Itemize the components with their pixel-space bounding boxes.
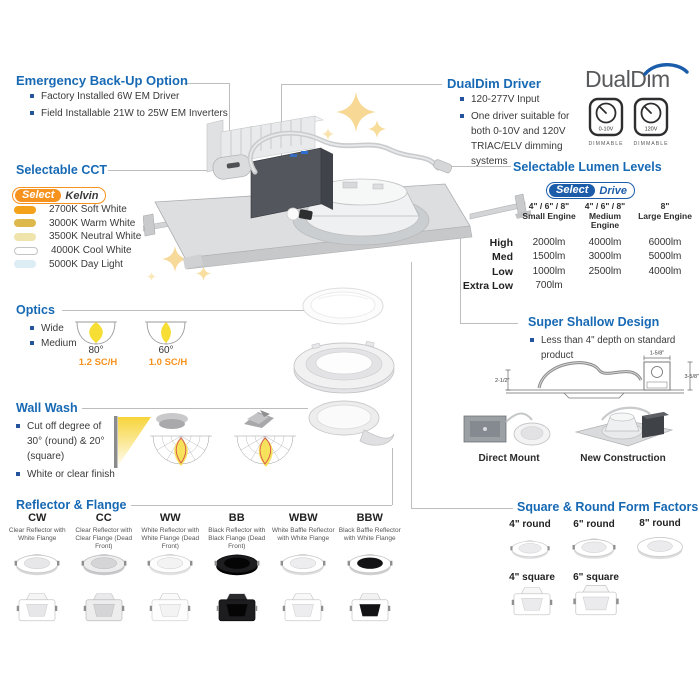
bullet-icon	[530, 338, 534, 342]
round-trim-illustration	[571, 533, 617, 563]
round-trim-illustration	[80, 548, 128, 580]
bullet-icon	[460, 114, 464, 118]
list-item: White or clear finish	[16, 467, 136, 482]
reflector-variant-bb: BB Black Reflector with Black Flange (Dead Front)	[204, 512, 271, 630]
lumen-row-label: Extra Low	[462, 280, 513, 292]
form-factor-label: 4" square	[509, 572, 555, 583]
lumen-value: 5000lm	[648, 251, 682, 262]
round-trim-illustration	[509, 535, 551, 563]
wallwash-title: Wall Wash	[16, 401, 78, 415]
connector-line	[184, 83, 229, 84]
direct-mount-label: Direct Mount	[478, 453, 540, 464]
lumen-value: 6000lm	[648, 236, 682, 248]
lumen-col-header: 8" Large Engine	[638, 201, 692, 221]
svg-text:0-10V: 0-10V	[598, 126, 614, 133]
round-trim-illustration	[279, 548, 327, 580]
dualdim-title: DualDim Driver	[447, 76, 541, 91]
wallwash-beam-icon	[112, 414, 152, 470]
tech-drawing	[494, 350, 700, 404]
svg-text:DIMMABLE: DIMMABLE	[588, 141, 624, 147]
polar-plot-round	[148, 430, 214, 476]
new-construction-illustration	[572, 404, 676, 452]
cct-title: Selectable CCT	[16, 163, 108, 177]
lumen-value: 1500lm	[532, 251, 566, 262]
connector-line	[392, 448, 393, 505]
reflector-variant-ww: WW White Reflector with White Flange (Dead Front)	[137, 512, 204, 630]
dualdim-logo-text: DualDim	[585, 66, 670, 92]
cct-options	[14, 203, 141, 271]
list-item: Cut off degree of	[16, 419, 136, 434]
beam-80-icon	[74, 316, 118, 346]
round-trim-illustration	[635, 531, 685, 563]
shallow-bullet: Less than 4" depth on standard product	[530, 333, 700, 363]
beam-sch-label: 1.2 SC/H	[78, 357, 118, 368]
wallwash-round-optic-sketch	[152, 412, 192, 432]
cct-option: 3000K Warm White	[14, 217, 141, 231]
form-factor-label: 6" square	[573, 572, 619, 583]
square-trim-illustration	[149, 591, 191, 625]
reflector-variants	[4, 512, 403, 630]
emergency-title: Emergency Back-Up Option	[16, 73, 188, 88]
lumen-value: 1000lm	[532, 265, 566, 277]
cct-swatch-5000k	[14, 260, 36, 268]
lumen-value: 2000lm	[532, 236, 566, 248]
wallwash-scoop-illustration	[304, 396, 398, 450]
lumen-title: Selectable Lumen Levels	[513, 160, 662, 174]
beam-angle-label: 60°	[158, 345, 174, 356]
dualdim-bullets	[460, 92, 582, 169]
shallow-title: Super Shallow Design	[528, 315, 660, 329]
svg-text:1-5/8": 1-5/8"	[649, 350, 665, 357]
square-trim-illustration	[83, 591, 125, 625]
lumen-value	[634, 279, 696, 294]
emergency-bullets	[30, 89, 250, 121]
bullet-icon	[16, 472, 20, 476]
cct-option: 4000K Cool White	[14, 244, 141, 258]
connector-line	[281, 84, 442, 85]
polar-plot-square	[232, 430, 298, 476]
list-item: Wide	[30, 321, 77, 336]
lumen-value: 2500lm	[588, 265, 622, 277]
svg-text:3-5/8": 3-5/8"	[684, 374, 699, 380]
lumen-row-label: High	[489, 236, 513, 249]
bullet-icon	[30, 341, 34, 345]
lumen-table	[460, 202, 696, 294]
dualdim-swoosh-icon	[643, 62, 689, 78]
optics-bullets	[30, 321, 77, 351]
connector-line	[411, 262, 412, 508]
form-factor-label: 8" round	[639, 518, 681, 529]
square-trim-illustration	[572, 584, 620, 618]
optics-title: Optics	[16, 303, 55, 317]
round-trim-illustration	[346, 548, 394, 580]
cct-option: 3500K Neutral White	[14, 230, 141, 244]
list-item: Field Installable 21W to 25W EM Inverters	[30, 106, 250, 121]
cct-option: 2700K Soft White	[14, 203, 141, 217]
square-trim-illustration	[16, 591, 58, 625]
form-factor-label: 4" round	[509, 519, 551, 530]
square-trim-illustration	[282, 591, 324, 625]
connector-line	[411, 508, 513, 509]
new-construction-label: New Construction	[580, 453, 666, 464]
lumen-col-header: 4" / 6" / 8" Medium Engine	[584, 201, 626, 230]
cct-swatch-3000k	[14, 219, 36, 227]
connector-line	[131, 505, 392, 506]
lumen-value: 3000lm	[588, 251, 622, 262]
reflector-variant-bbw: BBW Black Baffle Reflector with White Flange	[337, 512, 404, 630]
lumen-row-label: Med	[492, 251, 513, 263]
direct-mount-illustration	[460, 408, 552, 450]
lumen-col-header: 4" / 6" / 8" Small Engine	[522, 201, 576, 221]
bullet-icon	[16, 424, 20, 428]
square-trim-illustration	[511, 586, 553, 618]
square-trim-illustration	[349, 591, 391, 625]
wallwash-square-optic-sketch	[238, 408, 278, 430]
bullet-icon	[30, 326, 34, 330]
bullet-icon	[30, 94, 34, 98]
reflector-title: Reflector & Flange	[16, 498, 127, 512]
round-trim-illustration	[13, 548, 61, 580]
round-trim-illustration	[146, 548, 194, 580]
formfactors-title: Square & Round Form Factors	[517, 500, 699, 514]
lumen-value: 4000lm	[648, 265, 682, 277]
svg-text:DIMMABLE: DIMMABLE	[633, 141, 669, 147]
square-trim-illustration	[216, 591, 258, 625]
reflector-variant-cc: CC Clear Reflector with Clear Flange (Dead Front)	[71, 512, 138, 630]
reflector-ring-illustration	[288, 336, 400, 398]
beam-angle-label: 80°	[88, 345, 104, 356]
list-item: One driver suitable for both 0-10V and 120V TRIAC/ELV dimming systems	[460, 109, 588, 169]
lumen-row-label: Low	[492, 265, 513, 278]
lumen-value: 700lm	[535, 280, 563, 291]
connector-line	[460, 323, 518, 324]
svg-text:2-1/2": 2-1/2"	[495, 378, 510, 384]
bullet-icon	[460, 97, 464, 101]
lumen-value: 4000lm	[588, 236, 622, 248]
round-trim-illustration	[213, 548, 261, 580]
form-factor-label: 6" round	[573, 519, 615, 530]
dualdim-logo	[585, 66, 693, 149]
list-item: Medium	[30, 336, 77, 351]
connector-line	[62, 310, 304, 311]
cct-swatch-2700k	[14, 206, 36, 214]
lens-illustration	[300, 285, 386, 329]
reflector-variant-wbw: WBW White Baffle Reflector with White Flange	[270, 512, 337, 630]
lumen-value	[576, 279, 634, 294]
list-item: 30° (round) & 20° (square)	[27, 436, 105, 462]
cct-swatch-4000k	[14, 247, 38, 255]
beam-sch-label: 1.0 SC/H	[148, 357, 188, 368]
reflector-variant-cw: CW Clear Reflector with White Flange	[4, 512, 71, 630]
svg-text:120V: 120V	[644, 126, 658, 133]
beam-60-icon	[144, 316, 188, 346]
select-drive-badge: Select Drive	[546, 182, 635, 199]
select-kelvin-badge: Select Kelvin	[12, 187, 106, 204]
cct-option: 5000K Day Light	[14, 257, 141, 271]
dimmable-dial-icon	[632, 97, 670, 149]
list-item: 120-277V Input	[460, 92, 582, 107]
cct-swatch-3500k	[14, 233, 36, 241]
list-item: Factory Installed 6W EM Driver	[30, 89, 250, 104]
dimmable-dial-icon	[587, 97, 625, 149]
bullet-icon	[30, 111, 34, 115]
